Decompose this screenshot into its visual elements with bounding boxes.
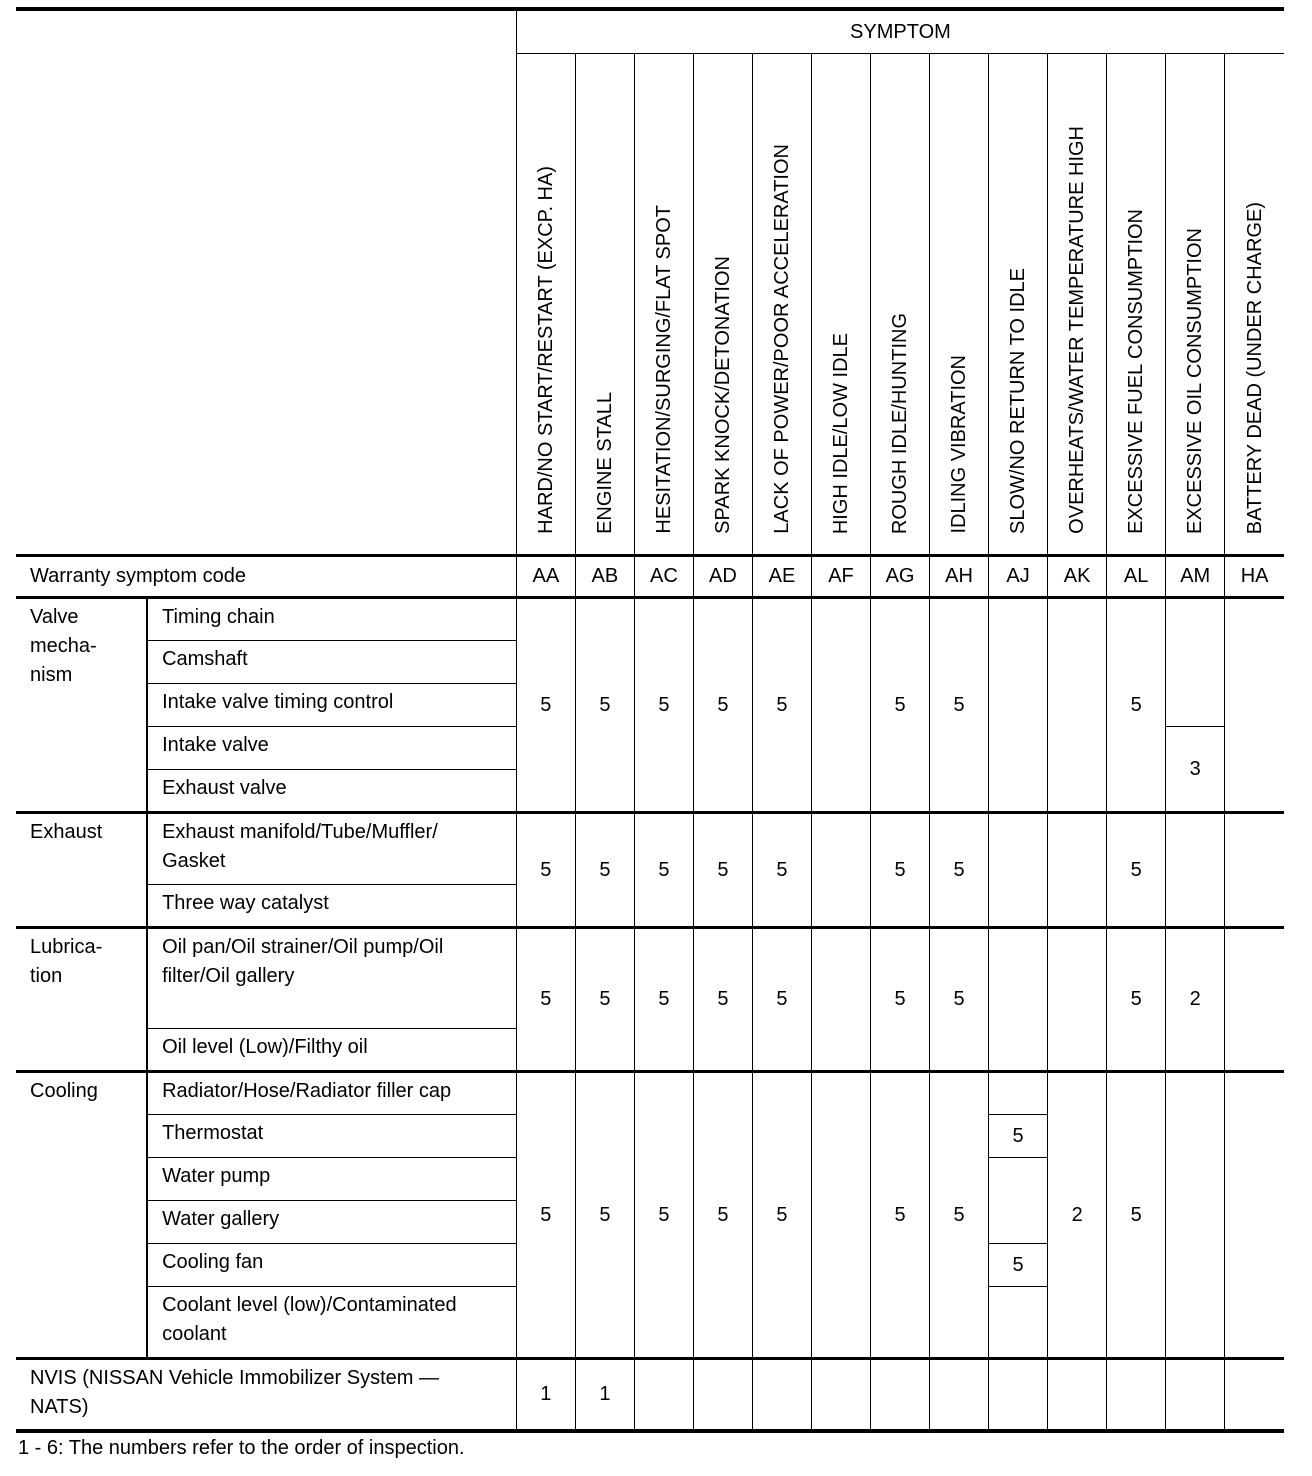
code-af: AF [811,556,870,598]
nvis-af [811,1359,870,1431]
symptom-col-ah: IDLING VIBRATION [930,54,989,556]
cool-ak: 2 [1048,1072,1107,1359]
cool-aa: 5 [516,1072,575,1359]
code-al: AL [1107,556,1166,598]
exhaust-ha [1225,813,1284,928]
code-ha: HA [1225,556,1284,598]
footnote: 1 - 6: The numbers refer to the order of inspection. [18,1437,465,1459]
cool-ab: 5 [575,1072,634,1359]
symptom-col-ak: OVERHEATS/WATER TEMPERATURE HIGH [1048,54,1107,556]
lub-aa: 5 [516,928,575,1072]
cool-ag: 5 [871,1072,930,1359]
symptom-col-ab: ENGINE STALL [575,54,634,556]
valve-af [811,598,870,813]
valve-ac: 5 [634,598,693,813]
exhaust-ag: 5 [871,813,930,928]
cool-aj-radiator [989,1072,1048,1115]
item-water-pump: Water pump [147,1158,516,1201]
valve-ak [1048,598,1107,813]
lub-ad: 5 [693,928,752,1072]
lub-aj [989,928,1048,1072]
symptom-col-am: EXCESSIVE OIL CONSUMPTION [1166,54,1225,556]
cool-aj-coolant [989,1287,1048,1359]
lub-al: 5 [1107,928,1166,1072]
lub-af [811,928,870,1072]
nvis-ak [1048,1359,1107,1431]
code-ad: AD [693,556,752,598]
code-ab: AB [575,556,634,598]
cool-aj-fan: 5 [989,1244,1048,1287]
valve-ab: 5 [575,598,634,813]
code-ak: AK [1048,556,1107,598]
valve-ha [1225,598,1284,813]
cool-am [1166,1072,1225,1359]
exhaust-af [811,813,870,928]
header-blank-cell [16,9,516,556]
valve-am-lower: 3 [1166,727,1225,813]
symptom-col-aj: SLOW/NO RETURN TO IDLE [989,54,1048,556]
lub-ha [1225,928,1284,1072]
cool-al: 5 [1107,1072,1166,1359]
group-exhaust-label: Exhaust [16,813,147,928]
exhaust-ak [1048,813,1107,928]
cool-ac: 5 [634,1072,693,1359]
code-ah: AH [930,556,989,598]
valve-aa: 5 [516,598,575,813]
exhaust-ae: 5 [752,813,811,928]
item-cooling-fan: Cooling fan [147,1244,516,1287]
code-ac: AC [634,556,693,598]
nvis-ha [1225,1359,1284,1431]
nvis-ae [752,1359,811,1431]
item-exhaust-valve: Exhaust valve [147,770,516,813]
cool-ah: 5 [930,1072,989,1359]
item-water-gallery: Water gallery [147,1201,516,1244]
exhaust-ah: 5 [930,813,989,928]
exhaust-ac: 5 [634,813,693,928]
nvis-am [1166,1359,1225,1431]
valve-al: 5 [1107,598,1166,813]
valve-ah: 5 [930,598,989,813]
nvis-ab: 1 [575,1359,634,1431]
exhaust-aj [989,813,1048,928]
nvis-ah [930,1359,989,1431]
symptom-col-ac: HESITATION/SURGING/FLAT SPOT [634,54,693,556]
exhaust-ab: 5 [575,813,634,928]
lub-ae: 5 [752,928,811,1072]
code-ag: AG [871,556,930,598]
lub-ah: 5 [930,928,989,1072]
nvis-al [1107,1359,1166,1431]
item-thermostat: Thermostat [147,1115,516,1158]
valve-ae: 5 [752,598,811,813]
item-exhaust-manifold: Exhaust manifold/Tube/Muffler/ Gasket [147,813,516,885]
item-camshaft: Camshaft [147,641,516,684]
symptom-col-ad: SPARK KNOCK/DETONATION [693,54,752,556]
item-radiator: Radiator/Hose/Radiator filler cap [147,1072,516,1115]
cool-aj-mid [989,1158,1048,1244]
code-ae: AE [752,556,811,598]
cool-af [811,1072,870,1359]
cool-ad: 5 [693,1072,752,1359]
symptom-col-af: HIGH IDLE/LOW IDLE [811,54,870,556]
lub-ab: 5 [575,928,634,1072]
item-intake-valve: Intake valve [147,727,516,770]
nvis-ac [634,1359,693,1431]
nvis-label: NVIS (NISSAN Vehicle Immobilizer System — NATS) [16,1359,516,1431]
warranty-label: Warranty symptom code [16,556,516,598]
group-cooling-label: Cooling [16,1072,147,1359]
cool-ha [1225,1072,1284,1359]
item-timing-chain: Timing chain [147,598,516,641]
valve-ag: 5 [871,598,930,813]
exhaust-am [1166,813,1225,928]
item-coolant-level: Coolant level (low)/Contaminated coolant [147,1287,516,1359]
symptom-col-aa: HARD/NO START/RESTART (EXCP. HA) [516,54,575,556]
exhaust-al: 5 [1107,813,1166,928]
nvis-ag [871,1359,930,1431]
lub-ag: 5 [871,928,930,1072]
lub-ac: 5 [634,928,693,1072]
exhaust-ad: 5 [693,813,752,928]
valve-am-upper [1166,598,1225,727]
symptom-col-ha: BATTERY DEAD (UNDER CHARGE) [1225,54,1284,556]
cool-ae: 5 [752,1072,811,1359]
code-aa: AA [516,556,575,598]
lub-am: 2 [1166,928,1225,1072]
code-aj: AJ [989,556,1048,598]
group-lubrication-label: Lubrica- tion [16,928,147,1072]
item-intake-valve-timing-control: Intake valve timing control [147,684,516,727]
lub-ak [1048,928,1107,1072]
item-oil-pan: Oil pan/Oil strainer/Oil pump/Oil filter/Oil gallery [147,928,516,1029]
nvis-aa: 1 [516,1359,575,1431]
valve-aj [989,598,1048,813]
item-oil-level: Oil level (Low)/Filthy oil [147,1029,516,1072]
cool-aj-thermostat: 5 [989,1115,1048,1158]
nvis-aj [989,1359,1048,1431]
group-valve-label: Valve mecha- nism [16,598,147,813]
symptom-col-al: EXCESSIVE FUEL CONSUMPTION [1107,54,1166,556]
symptom-title: SYMPTOM [516,9,1284,54]
symptom-col-ae: LACK OF POWER/POOR ACCELERATION [752,54,811,556]
symptom-table [16,7,1284,1433]
exhaust-aa: 5 [516,813,575,928]
valve-ad: 5 [693,598,752,813]
item-three-way-catalyst: Three way catalyst [147,885,516,928]
code-am: AM [1166,556,1225,598]
nvis-ad [693,1359,752,1431]
symptom-col-ag: ROUGH IDLE/HUNTING [871,54,930,556]
